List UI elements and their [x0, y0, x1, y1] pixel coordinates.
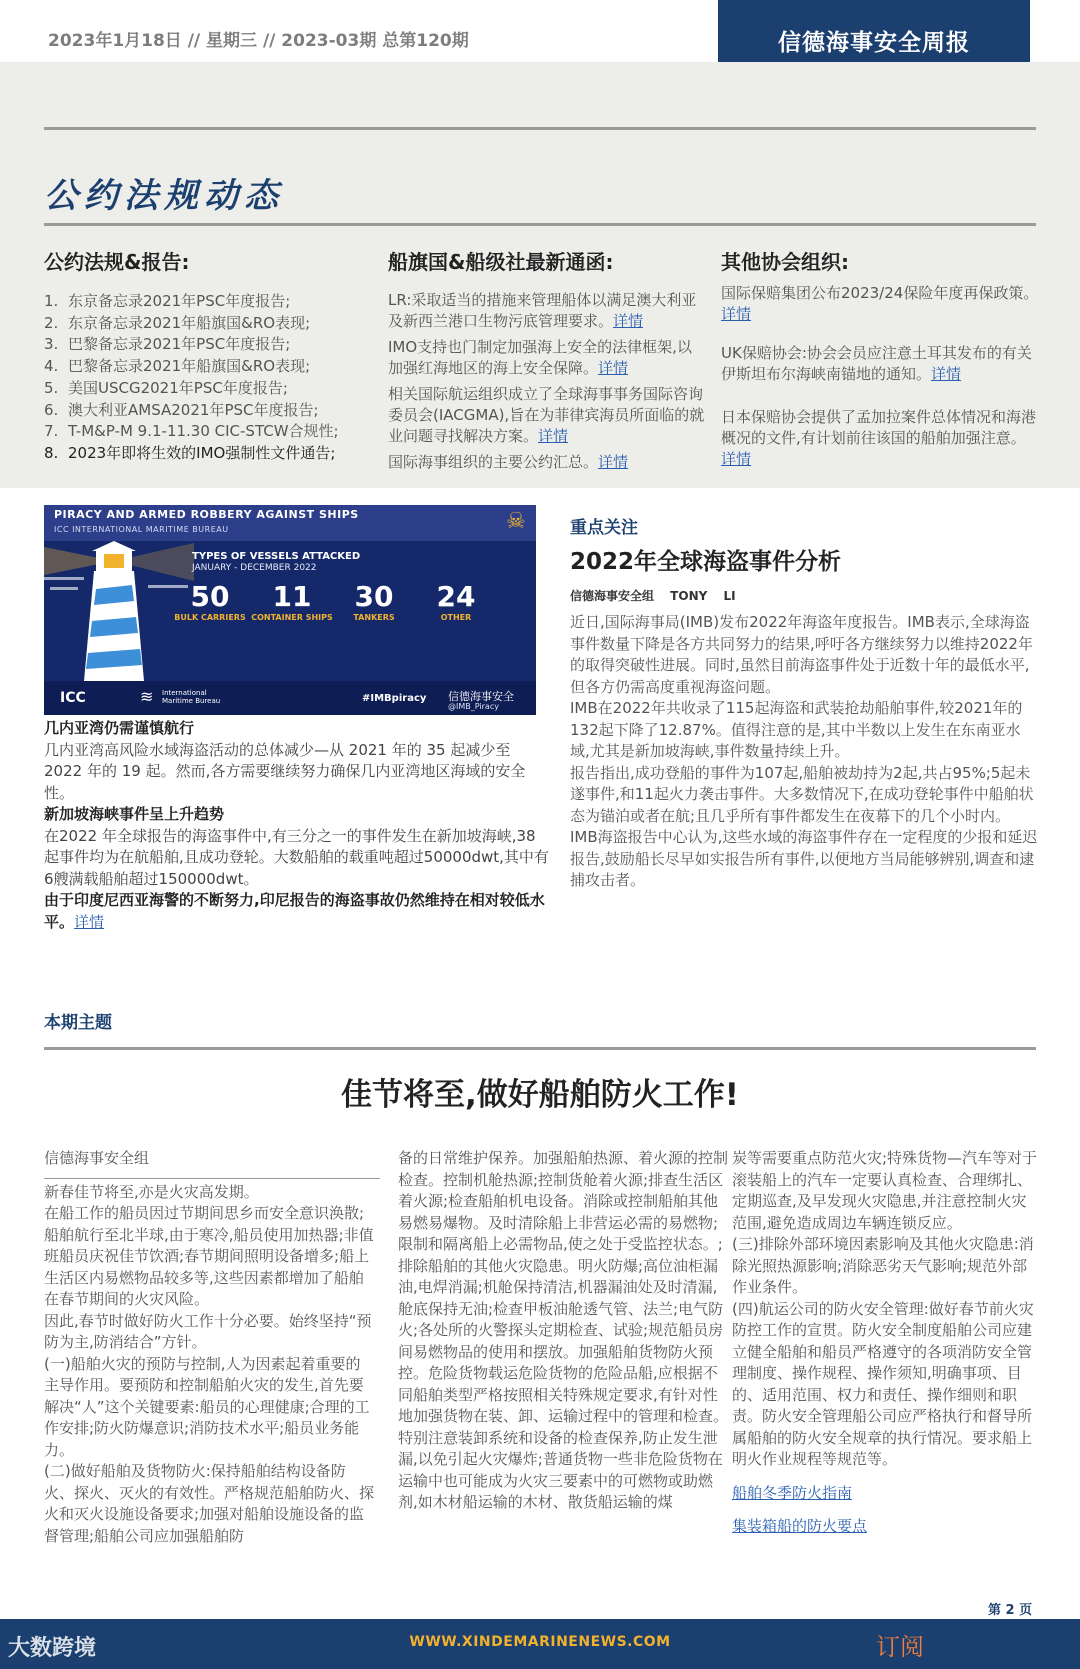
details-link[interactable]: 详情: [74, 912, 105, 931]
container-fire-points-link[interactable]: 集装箱船的防火要点: [732, 1517, 868, 1535]
stat-label: BULK CARRIERS: [174, 613, 246, 622]
watermark-logo: 大数跨境: [8, 1636, 97, 1661]
stat-value: 24: [436, 580, 476, 613]
winter-fire-guide-link[interactable]: 船舶冬季防火指南: [732, 1483, 853, 1502]
paragraph: 因此,春节时做好防火工作十分必要。始终坚持“预防为主,防消结合”方针。: [44, 1311, 372, 1351]
paragraph: 几内亚湾高风险水域海盗活动的总体减少—从 2021 年的 35 起减少至 2022 年的 19 起。然而,各方需要继续努力确保几内亚湾地区海域的安全性。: [44, 740, 526, 802]
imb-name: International Maritime Bureau: [162, 689, 221, 705]
paragraph: 近日,国际海事局(IMB)发布2022年海盗年度报告。IMB表示,全球海盗事件数量下降是各方共同努力的结果,呼吁各方继续努力以维持2022年的取得突破性进展。同时,虽然目前海盗事件处于近数十年的最低水平,但各方仍需高度重视海盗问题。: [570, 613, 1033, 696]
theme-column-3: [732, 1148, 1038, 1538]
paragraph: (三)排除外部环境因素影响及其他火灾隐患:消除光照热源影响;消除恶劣天气影响;规范外部作业条件。: [732, 1235, 1034, 1296]
stat-tankers: [332, 581, 416, 623]
list-item[interactable]: 4. 巴黎备忘录2021年船旗国&RO表现;: [44, 357, 311, 376]
stat-value: 11: [272, 580, 312, 613]
association-news: [721, 283, 1039, 470]
focus-article-title: 2022年全球海盗事件分析: [570, 549, 842, 575]
circular-item: IMO支持也门制定加强海上安全的法律框架,以加强红海地区的海上安全保障。详情: [388, 338, 692, 377]
list-item[interactable]: 5. 美国USCG2021年PSC年度报告;: [44, 378, 288, 397]
group-author: 信德海事安全组: [44, 1149, 150, 1167]
list-item[interactable]: 8. 2023年即将生效的IMO强制性文件通告;: [44, 443, 336, 462]
details-link[interactable]: 详情: [598, 359, 629, 377]
column-heading-flag-class: 船旗国&船级社最新通函:: [388, 250, 614, 274]
paragraph: IMB在2022年共收录了115起海盗和武装抢劫船舶事件,较2021年的132起下降了12.87%。值得注意的是,其中半数以上发生在东南亚水域,尤其是新加坡海峡,事件数量持续上升。: [570, 699, 1023, 760]
details-link[interactable]: 详情: [598, 453, 629, 471]
column-heading-associations: 其他协会组织:: [721, 250, 849, 274]
group-underline: [44, 1178, 380, 1179]
social-handle: @IMB_Piracy: [448, 702, 499, 711]
list-item[interactable]: 6. 澳大利亚AMSA2021年PSC年度报告;: [44, 400, 319, 419]
regulations-report-list: [44, 291, 374, 465]
brand-title: 信德海事安全周报: [778, 30, 970, 56]
issue-date-line: 2023年1月18日 // 星期三 // 2023-03期 总第120期: [48, 31, 469, 51]
column-heading-regulations: 公约法规&报告:: [44, 250, 190, 274]
footer-bar: [0, 1619, 1080, 1669]
details-link[interactable]: 详情: [721, 450, 752, 468]
association-item: 日本保赔协会提供了孟加拉案件总体情况和海港概况的文件,有计划前往该国的船舶加强注意。详情: [721, 408, 1037, 468]
subscribe-button[interactable]: 订阅: [876, 1633, 924, 1661]
vessel-types-title: TYPES OF VESSELS ATTACKED: [192, 551, 361, 562]
icc-logo: ICC: [60, 690, 86, 706]
paragraph: (二)做好船舶及货物防火:保持船舶结构设备防火、探火、灭火的有效性。严格规范船舶防火、探火和灭火设施设备要求;加强对船舶设施设备的监督管理;船舶公司应加强船舶防: [44, 1462, 375, 1545]
subheading-singapore-strait: 新加坡海峡事件呈上升趋势: [44, 805, 225, 823]
circular-item: 相关国际航运组织成立了全球海事事务国际咨询委员会(IACGMA),旨在为菲律宾海员所面临的就业问题寻找解决方案。详情: [388, 385, 705, 445]
circular-item: 国际海事组织的主要公约汇总。详情: [388, 453, 629, 471]
paragraph: (一)船舶火灾的预防与控制,人为因素起着重要的主导作用。要预防和控制船舶火灾的发生,首先要解决“人”这个关键要素:船员的心理健康;合理的工作安排;防火防爆意识;消防技术水平;船员业务能力。: [44, 1354, 370, 1459]
association-item: 国际保赔集团公布2023/24保险年度再保政策。详情: [721, 284, 1039, 323]
details-link[interactable]: 详情: [931, 365, 962, 383]
infographic-title: PIRACY AND ARMED ROBBERY AGAINST SHIPS: [54, 508, 359, 521]
stat-container-ships: [250, 581, 334, 623]
list-item[interactable]: 2. 东京备忘录2021年船旗国&RO表现;: [44, 313, 311, 332]
stat-label: OTHER: [440, 613, 472, 622]
stat-label: CONTAINER SHIPS: [251, 613, 333, 622]
details-link[interactable]: 详情: [538, 427, 569, 445]
watermark: 信德海事安全: [448, 690, 514, 703]
paragraph: 新春佳节将至,亦是火灾高发期。: [44, 1182, 259, 1201]
list-item[interactable]: 1. 东京备忘录2021年PSC年度报告;: [44, 292, 291, 310]
imb-logo-icon: ≋: [140, 687, 154, 706]
paragraph: 在2022 年全球报告的海盗事件中,有三分之一的事件发生在新加坡海峡,38起事件均为在航船舶,且成功登轮。大数船舶的载重吨超过50000dwt,其中有6艘满载船舶超过150000dwt。: [44, 826, 549, 888]
theme-column-2: [398, 1148, 728, 1514]
focus-label: 重点关注: [570, 518, 638, 538]
paragraph: IMB海盗报告中心认为,这些水域的海盗事件存在一定程度的少报和延迟报告,鼓励船长尽早如实报告所有事件,以便地方当局能够辨别,调查和逮捕攻击者。: [570, 828, 1038, 889]
list-item[interactable]: 3. 巴黎备忘录2021年PSC年度报告;: [44, 335, 291, 354]
theme-title: 佳节将至,做好船舶防火工作!: [341, 1077, 739, 1113]
association-item: UK保赔协会:协会会员应注意土耳其发布的有关伊斯坦布尔海峡南锚地的通知。详情: [721, 344, 1032, 383]
section-divider-top: [44, 127, 1036, 130]
paragraph: 备的日常维护保养。加强船舶热源、着火源的控制检查。控制机舱热源;控制货舱着火源;排查生活区着火源;检查船舶机电设备。消除或控制船舶其他易燃易爆物。及时清除船上非营运必需的易燃物;限制和隔离船上必需物品,使之处于受监控状态。;排除船舶的其他火灾隐患。明火防爆;高位油柜漏油,电焊消漏;机舱保持清洁,机器漏油处及时清漏,舱底保持无油;检查甲板油舱透气管、法兰;电气防火;各处所的火警探头定期检查、试验;规范船员房间易燃物品的使用和摆放。加强船舶货物防火预控。危险货物载运危险货物的危险品船,应根据不同船舶类型严格按照相关特殊规定要求,有针对性地加强货物在装、卸、运输过程中的管理和检查。特别注意装卸系统和设备的检查保养,防止发生泄漏,以免引起火灾爆炸;普通货物一些非危险货物在运输中也可能成为火灾三要素中的可燃物或助燃剂,如木材船运输的木材、散货船运输的煤: [398, 1149, 729, 1511]
skull-crossbones-icon: ☠: [506, 509, 526, 534]
focus-article-body: [570, 612, 1038, 892]
reporting-period: JANUARY - DECEMBER 2022: [192, 563, 317, 573]
paragraph: (四)航运公司的防火安全管理:做好春节前火灾防控工作的宣贯。防火安全制度船舶公司应建立健全船舶和船员严格遵守的各项消防安全管理制度、操作规程、操作须知,明确事项、目的、适用范围、权力和责任、操作细则和职责。防火安全管理船公司应严格执行和督导所属船舶的防火安全规章的执行情况。要求船上明火作业规程等规范等。: [732, 1299, 1034, 1468]
page-number: 第 2 页: [988, 1603, 1033, 1618]
theme-label: 本期主题: [44, 1013, 112, 1033]
piracy-infographic: [44, 505, 536, 715]
brand-banner: [718, 0, 1030, 62]
paragraph: 报告指出,成功登船的事件为107起,船舶被劫持为2起,共占95%;5起未遂事件,和11起火力袭击事件。大多数情况下,在成功登轮事件中船舶状态为锚泊或者在航;且几乎所有事件都发生在夜幕下的几个小时内。: [570, 763, 1034, 825]
section-title: 公约法规动态: [44, 176, 284, 216]
stat-value: 50: [190, 580, 230, 613]
stat-value: 30: [354, 580, 394, 613]
subheading-gulf-of-guinea: 几内亚湾仍需谨慎航行: [44, 719, 195, 737]
stat-bulk-carriers: [168, 581, 252, 623]
list-item[interactable]: 7. T-M&P-M 9.1-11.30 CIC-STCW合规性;: [44, 422, 339, 441]
circular-item: LR:采取适当的措施来管理船体以满足澳大利亚及新西兰港口生物污底管理要求。详情: [388, 291, 697, 330]
infographic-subtitle: ICC INTERNATIONAL MARITIME BUREAU: [54, 525, 229, 534]
details-link[interactable]: 详情: [721, 305, 752, 323]
piracy-regional-notes: [44, 718, 550, 933]
paragraph-indonesia: 由于印度尼西亚海警的不断努力,印尼报告的海盗事故仍然维持在相对较低水平。详情: [44, 891, 545, 931]
website-url[interactable]: WWW.XINDEMARINENEWS.COM: [409, 1634, 671, 1650]
stat-other: [414, 581, 498, 623]
theme-divider: [44, 1047, 1036, 1050]
theme-column-1: [44, 1148, 374, 1547]
paragraph: 炭等需要重点防范火灾;特殊货物—汽车等对于滚装船上的汽车一定要认真检查、合理绑扎、定期巡查,及早发现火灾隐患,并注意控制火灾范围,避免造成周边车辆连锁反应。: [732, 1149, 1038, 1232]
article-author: 信德海事安全组 TONY LI: [570, 589, 736, 603]
details-link[interactable]: 详情: [613, 312, 644, 330]
section-divider-bottom: [44, 223, 1036, 226]
hashtag: #IMBpiracy: [362, 693, 427, 704]
header-strip: [0, 0, 1080, 62]
paragraph: 在船工作的船员因过节期间思乡而安全意识涣散;船舶航行至北半球,由于寒冷,船员使用加热器;非值班船员庆祝佳节饮酒;春节期间照明设备增多;船上生活区内易燃物品较多等,这些因素都增加了船舶在春节期间的火灾风险。: [44, 1204, 374, 1308]
stat-label: TANKERS: [353, 613, 395, 622]
flag-class-circulars: [388, 290, 706, 478]
